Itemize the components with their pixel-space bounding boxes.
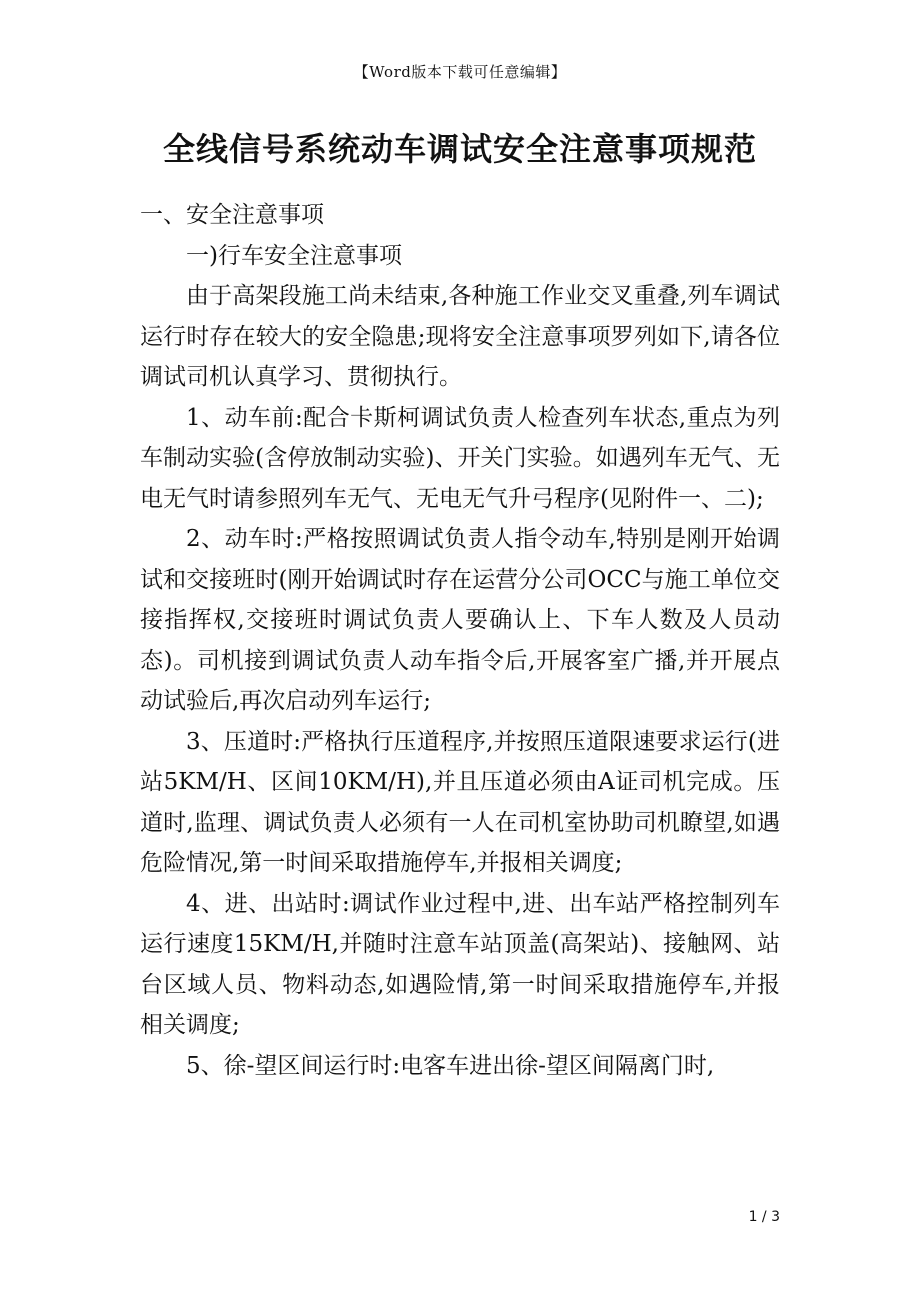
header-note: 【Word版本下载可任意编辑】 (353, 63, 567, 81)
page-number: 1 / 3 (748, 1209, 780, 1225)
paragraph-item-2: 2、动车时:严格按照调试负责人指令动车,特别是刚开始调试和交接班时(刚开始调试时存在运营分公司OCC与施工单位交接指挥权,交接班时调试负责人要确认上、下车人数及人员动态)。司机接到调试负责人动车指令后,开展客室广播,并开展点动试验后,再次启动列车运行; (140, 526, 780, 714)
paragraph-intro: 由于高架段施工尚未结束,各种施工作业交叉重叠,列车调试运行时存在较大的安全隐患;现将安全注意事项罗列如下,请各位调试司机认真学习、贯彻执行。 (140, 283, 780, 390)
paragraph-item-5: 5、徐-望区间运行时:电客车进出徐-望区间隔离门时, (186, 1052, 715, 1079)
paragraph-item-1: 1、动车前:配合卡斯柯调试负责人检查列车状态,重点为列车制动实验(含停放制动实验)、开关门实验。如遇列车无气、无电无气时请参照列车无气、无电无气升弓程序(见附件一、二); (140, 404, 780, 512)
paragraph-item-3: 3、压道时:严格执行压道程序,并按照压道限速要求运行(进站5KM/H、区间10KM/H),并且压道必须由A证司机完成。压道时,监理、调试负责人必须有一人在司机室协助司机瞭望,如遇危险情况,第一时间采取措施停车,并报相关调度; (140, 728, 780, 876)
document-title: 全线信号系统动车调试安全注意事项规范 (162, 130, 757, 168)
paragraph-item-4: 4、进、出站时:调试作业过程中,进、出车站严格控制列车运行速度15KM/H,并随时注意车站顶盖(高架站)、接触网、站台区域人员、物料动态,如遇险情,第一时间采取措施停车,并报相关调度; (140, 890, 780, 1038)
section-heading: 一、安全注意事项 (140, 202, 324, 228)
document-body (140, 195, 780, 1086)
subsection-heading: 一)行车安全注意事项 (186, 242, 402, 269)
